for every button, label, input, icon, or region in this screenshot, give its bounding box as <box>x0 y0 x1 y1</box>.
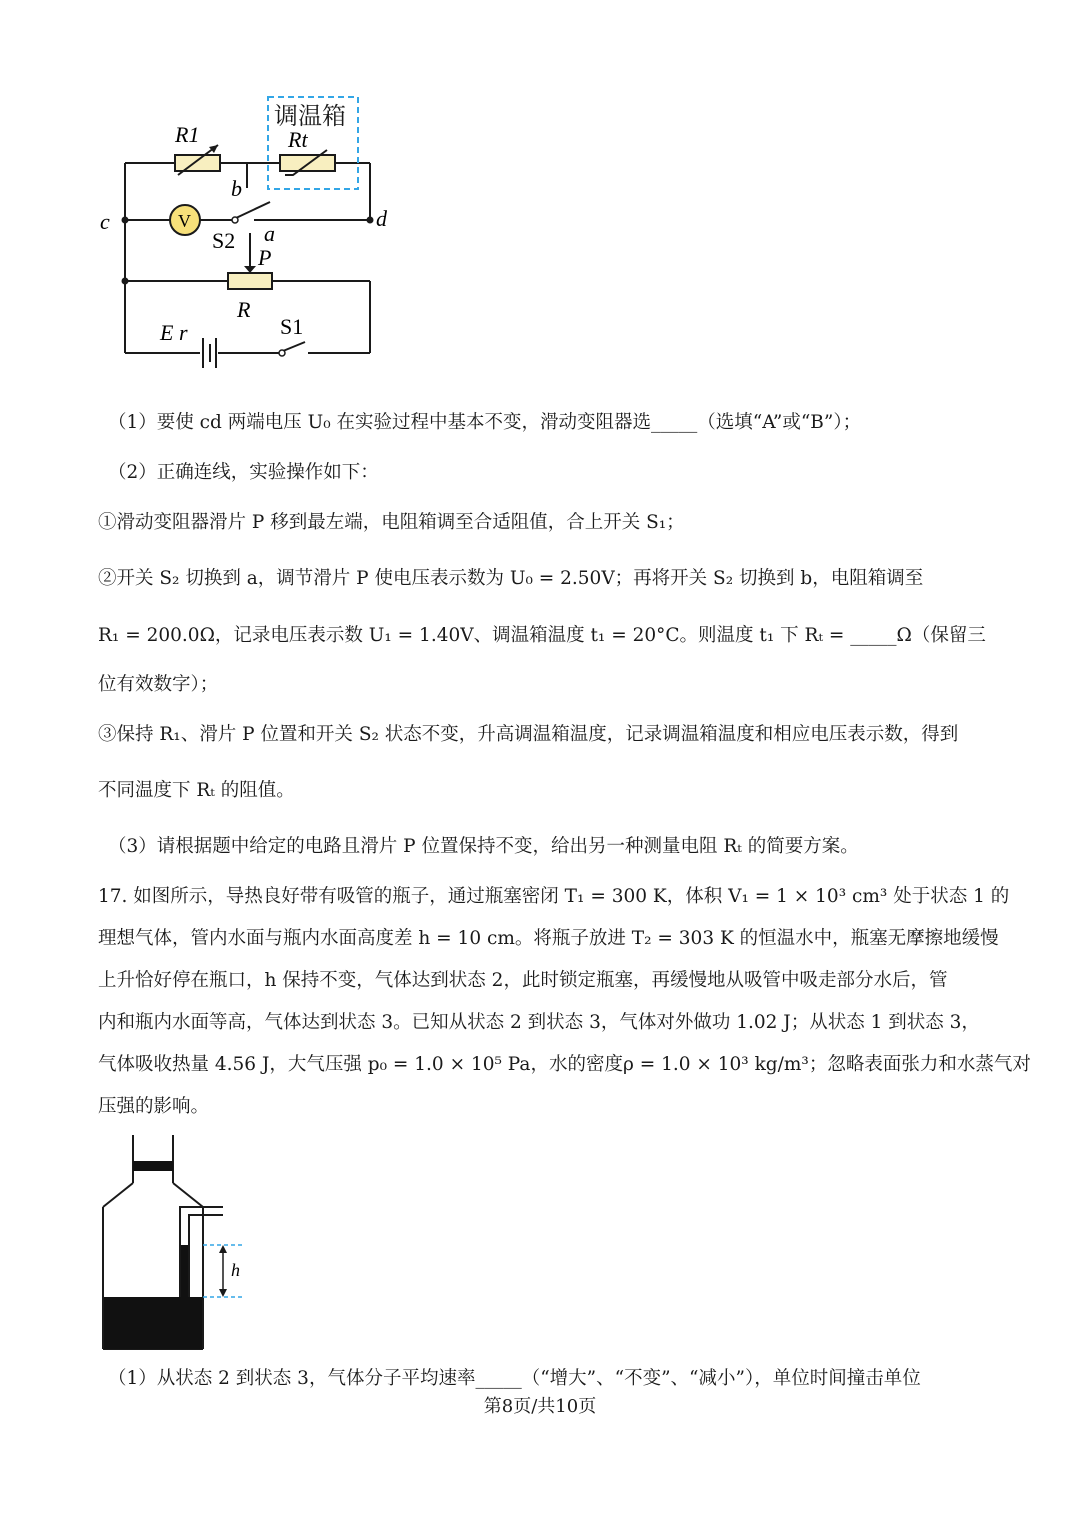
q16-part2: （2）正确连线，实验操作如下： <box>108 462 379 483</box>
bottle-diagram <box>95 1135 255 1355</box>
q17-line1: 17. 如图所示，导热良好带有吸管的瓶子，通过瓶塞密闭 T₁ = 300 K，体积 V₁ = 1 × 10³ cm³ 处于状态 1 的 <box>98 886 1010 907</box>
q17-line5: 气体吸收热量 4.56 J，大气压强 p₀ = 1.0 × 10⁵ Pa，水的密度ρ = 1.0 × 10³ kg/m³；忽略表面张力和水蒸气对 <box>98 1054 1031 1075</box>
q16-step1: ①滑动变阻器滑片 P 移到最左端，电阻箱调至合适阻值，合上开关 S₁； <box>98 512 685 533</box>
q16-step2-line3: 位有效数字）； <box>98 674 219 695</box>
label-r1: R1 <box>175 122 200 147</box>
label-a: a <box>264 221 275 246</box>
label-rt: Rt <box>288 127 308 152</box>
label-b: b <box>231 176 242 201</box>
label-er: E r <box>160 320 188 345</box>
q17-line4: 内和瓶内水面等高，气体达到状态 3。已知从状态 2 到状态 3，气体对外做功 1.02 J；从状态 1 到状态 3， <box>98 1012 980 1033</box>
q16-step2-line2: R₁ = 200.0Ω，记录电压表示数 U₁ = 1.40V、调温箱温度 t₁ = 20°C。则温度 t₁ 下 Rₜ = _____Ω（保留三 <box>98 625 986 646</box>
label-s2: S2 <box>212 228 236 253</box>
label-r: R <box>237 297 251 322</box>
label-h: h <box>231 1260 240 1280</box>
q16-part3: （3）请根据题中给定的电路且滑片 P 位置保持不变，给出另一种测量电阻 Rₜ 的简要方案。 <box>108 836 859 857</box>
q16-part1: （1）要使 cd 两端电压 U₀ 在实验过程中基本不变，滑动变阻器选_____（选填“A”或“B”）； <box>108 412 862 433</box>
page-footer: 第8页/共10页 <box>483 1396 597 1417</box>
circuit-diagram <box>90 90 420 385</box>
q17-line2: 理想气体，管内水面与瓶内水面高度差 h = 10 cm。将瓶子放进 T₂ = 303 K 的恒温水中，瓶塞无摩擦地缓慢 <box>98 928 999 949</box>
label-d: d <box>376 206 387 231</box>
q16-step3-line2: 不同温度下 Rₜ 的阻值。 <box>98 780 295 801</box>
temp-box-label: 调温箱 <box>274 104 346 130</box>
q17-line3: 上升恰好停在瓶口，h 保持不变，气体达到状态 2，此时锁定瓶塞，再缓慢地从吸管中吸走部分水后，管 <box>98 970 948 991</box>
q17-line6: 压强的影响。 <box>98 1096 210 1117</box>
voltmeter-label: V <box>178 211 191 231</box>
label-c: c <box>100 209 110 234</box>
label-p: P <box>258 245 272 270</box>
q16-step3-line1: ③保持 R₁、滑片 P 位置和开关 S₂ 状态不变，升高调温箱温度，记录调温箱温度和相应电压表示数，得到 <box>98 724 959 745</box>
label-s1: S1 <box>280 314 304 339</box>
q16-step2-line1: ②开关 S₂ 切换到 a，调节滑片 P 使电压表示数为 U₀ = 2.50V；再将开关 S₂ 切换到 b，电阻箱调至 <box>98 568 924 589</box>
q17-part1: （1）从状态 2 到状态 3，气体分子平均速率_____（“增大”、“不变”、“减小”），单位时间撞击单位 <box>108 1368 921 1389</box>
